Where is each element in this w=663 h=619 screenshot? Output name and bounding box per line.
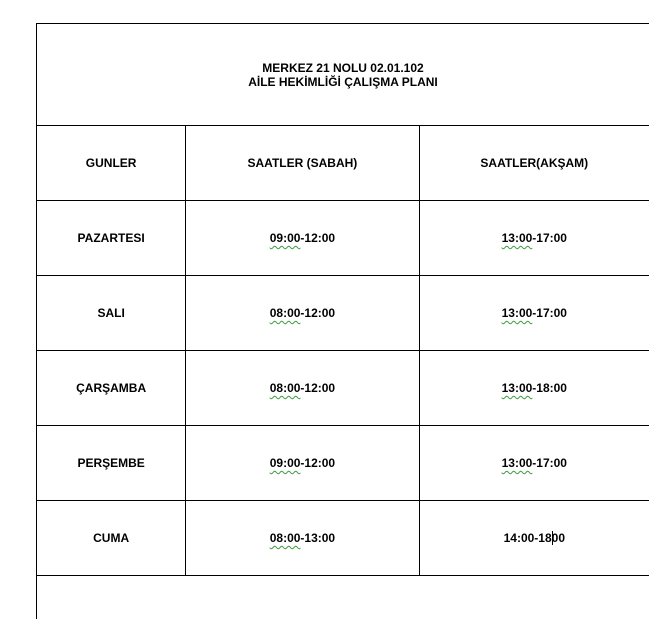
morning-hours-cell[interactable]: [186, 501, 419, 576]
page-edge: [649, 0, 663, 619]
work-schedule-table: [36, 23, 650, 619]
evening-start: 13:00: [501, 456, 533, 470]
day-cell[interactable]: PAZARTESI: [37, 201, 186, 276]
table-row: [37, 501, 650, 576]
title-line-2: AİLE HEKİMLİĞİ ÇALIŞMA PLANI: [248, 74, 438, 89]
table-row: [37, 351, 650, 426]
evening-start: 14:00-18: [503, 531, 552, 545]
day-cell[interactable]: SALI: [37, 276, 186, 351]
header-morning[interactable]: SAATLER (SABAH): [186, 126, 419, 201]
evening-hours-cell[interactable]: [419, 201, 649, 276]
day-cell[interactable]: ÇARŞAMBA: [37, 351, 186, 426]
evening-end: -17:00: [532, 231, 567, 245]
evening-hours-cell[interactable]: [419, 501, 649, 576]
morning-hours-cell[interactable]: [186, 426, 419, 501]
evening-end: 00: [551, 531, 565, 545]
morning-hours-cell[interactable]: [186, 276, 419, 351]
morning-start: 08:00: [269, 306, 301, 320]
morning-end: -12:00: [300, 456, 336, 470]
evening-start: 13:00: [501, 381, 533, 395]
day-cell[interactable]: PERŞEMBE: [37, 426, 186, 501]
morning-end: -12:00: [300, 306, 336, 320]
table-row: [37, 276, 650, 351]
evening-end: -18:00: [532, 381, 567, 395]
empty-row: [37, 576, 650, 619]
table-row: [37, 201, 650, 276]
morning-hours-cell[interactable]: [186, 201, 419, 276]
evening-hours-cell[interactable]: [419, 276, 649, 351]
evening-hours-cell[interactable]: [419, 426, 649, 501]
evening-hours-cell[interactable]: [419, 351, 649, 426]
morning-end: -13:00: [300, 531, 336, 545]
empty-cell[interactable]: [37, 576, 650, 619]
header-row: [37, 126, 650, 201]
evening-end: -17:00: [532, 306, 567, 320]
morning-start: 08:00: [269, 531, 301, 545]
morning-end: -12:00: [300, 381, 336, 395]
morning-start: 09:00: [269, 456, 301, 470]
morning-end: -12:00: [300, 231, 336, 245]
evening-start: 13:00: [501, 231, 533, 245]
evening-end: -17:00: [532, 456, 567, 470]
header-evening[interactable]: SAATLER(AKŞAM): [419, 126, 649, 201]
table-row: [37, 426, 650, 501]
evening-start: 13:00: [501, 306, 533, 320]
morning-start: 08:00: [269, 381, 301, 395]
header-days[interactable]: GUNLER: [37, 126, 186, 201]
title-line-1: MERKEZ 21 NOLU 02.01.102: [262, 60, 424, 75]
title-row: [37, 24, 650, 126]
day-cell[interactable]: CUMA: [37, 501, 186, 576]
morning-start: 09:00: [269, 231, 301, 245]
morning-hours-cell[interactable]: [186, 351, 419, 426]
document-title[interactable]: [37, 24, 650, 126]
